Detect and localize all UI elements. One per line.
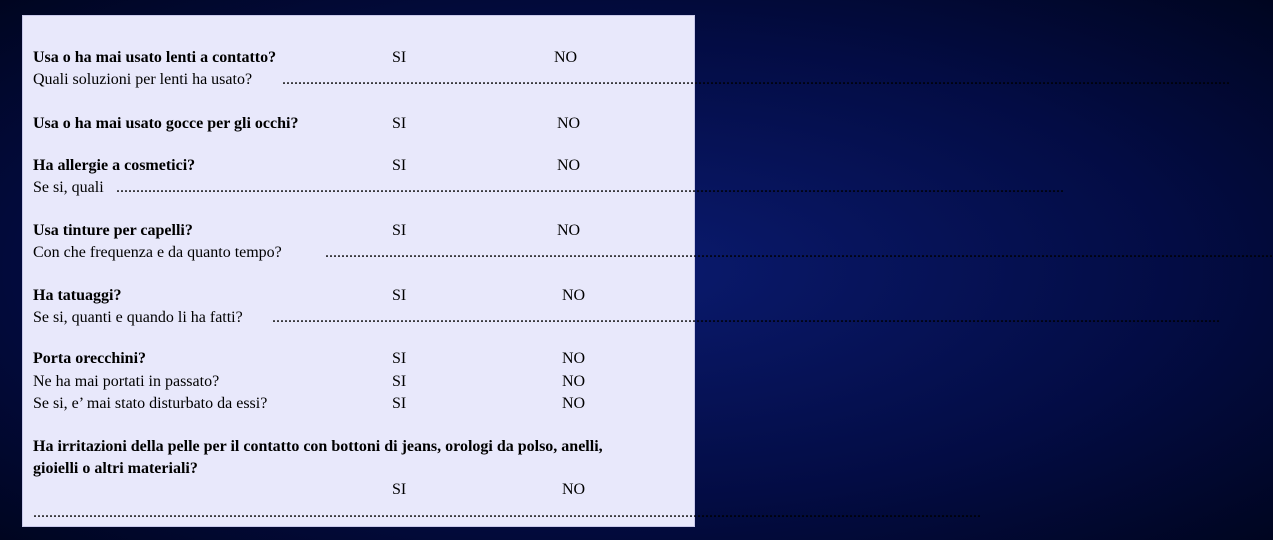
q2-no[interactable]: NO [557, 115, 581, 132]
q3-label: Ha allergie a cosmetici? [33, 157, 196, 174]
q5-label: Ha tatuaggi? [33, 287, 122, 304]
q7-answer-line[interactable]: ............................................................................................................................................................................................................................................. [33, 504, 981, 521]
q4-si[interactable]: SI [392, 222, 407, 239]
q6-no[interactable]: NO [562, 350, 586, 367]
q4-label: Usa tinture per capelli? [33, 222, 193, 239]
q6-sub1-no[interactable]: NO [562, 373, 586, 390]
q5-no[interactable]: NO [562, 287, 586, 304]
q7-label-line1: Ha irritazioni della pelle per il contatto con bottoni di jeans, orologi da polso, anelli, [33, 438, 603, 455]
q6-sub2-si[interactable]: SI [392, 395, 407, 412]
q2-si[interactable]: SI [392, 115, 407, 132]
q1-answer-line[interactable]: ............................................................................................................................................................................................................................................. [282, 71, 1230, 88]
q5-si[interactable]: SI [392, 287, 407, 304]
q6-sub1-si[interactable]: SI [392, 373, 407, 390]
q6-sub2-no[interactable]: NO [562, 395, 586, 412]
q3-answer-line[interactable]: ............................................................................................................................................................................................................................................. [116, 179, 1064, 196]
q4-no[interactable]: NO [557, 222, 581, 239]
q6-sub1-label: Ne ha mai portati in passato? [33, 373, 220, 390]
q6-sub2-label: Se si, e’ mai stato disturbato da essi? [33, 395, 268, 412]
q4-answer-line[interactable]: ............................................................................................................................................................................................................................................. [325, 244, 1273, 261]
q2-label: Usa o ha mai usato gocce per gli occhi? [33, 115, 299, 132]
q7-si[interactable]: SI [392, 481, 407, 498]
q1-si[interactable]: SI [392, 49, 407, 66]
q1-no[interactable]: NO [554, 49, 578, 66]
q7-label-line2: gioielli o altri materiali? [33, 460, 198, 477]
q3-no[interactable]: NO [557, 157, 581, 174]
q6-si[interactable]: SI [392, 350, 407, 367]
q1-followup: Quali soluzioni per lenti ha usato? [33, 71, 253, 88]
q6-label: Porta orecchini? [33, 350, 147, 367]
q4-followup: Con che frequenza e da quanto tempo? [33, 244, 282, 261]
q1-label: Usa o ha mai usato lenti a contatto? [33, 49, 277, 66]
q7-no[interactable]: NO [562, 481, 586, 498]
q5-answer-line[interactable]: ............................................................................................................................................................................................................................................. [272, 309, 1220, 326]
q5-followup: Se si, quanti e quando li ha fatti? [33, 309, 243, 326]
q3-followup: Se si, quali [33, 179, 104, 196]
q3-si[interactable]: SI [392, 157, 407, 174]
